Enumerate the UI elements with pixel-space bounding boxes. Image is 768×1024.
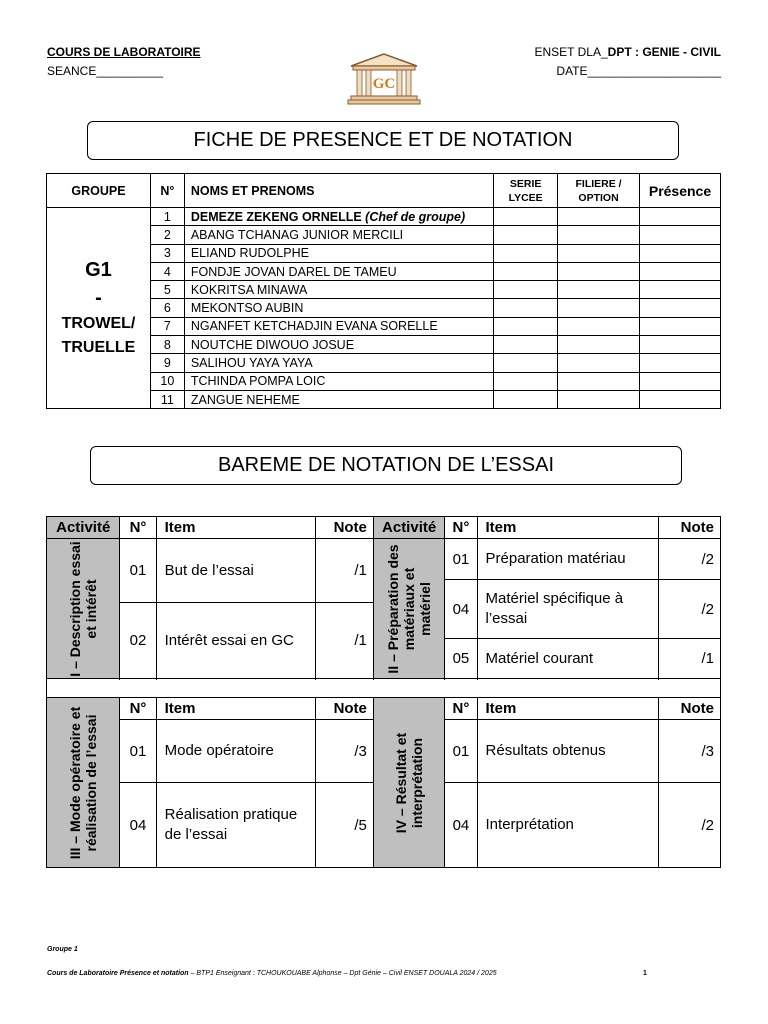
item-label: Réalisation pratique de l’essai	[156, 783, 315, 868]
header-item: Item	[156, 698, 315, 720]
student-name: ZANGUE NEHEME	[184, 390, 493, 408]
activity-description	[47, 539, 120, 679]
item-label: Interprétation	[477, 783, 658, 868]
presence-cell[interactable]	[640, 281, 721, 299]
presence-cell[interactable]	[640, 244, 721, 262]
item-number: 04	[445, 580, 477, 639]
filiere-cell[interactable]	[558, 262, 640, 280]
presence-table	[46, 173, 721, 409]
item-note: /2	[658, 539, 720, 580]
serie-cell[interactable]	[494, 317, 558, 335]
header-num: N°	[120, 517, 156, 539]
header-presence: Présence	[640, 174, 721, 208]
presence-cell[interactable]	[640, 262, 721, 280]
item-note: /1	[658, 639, 720, 679]
filiere-cell[interactable]	[558, 226, 640, 244]
row-number: 7	[150, 317, 184, 335]
presence-cell[interactable]	[640, 354, 721, 372]
course-title: COURS DE LABORATOIRE	[47, 45, 201, 59]
header-note: Note	[658, 517, 720, 539]
row-number: 11	[150, 390, 184, 408]
item-label: But de l’essai	[156, 539, 315, 603]
filiere-cell[interactable]	[558, 317, 640, 335]
row-number: 8	[150, 336, 184, 354]
presence-cell[interactable]	[640, 208, 721, 226]
table-row	[47, 539, 721, 580]
presence-title: FICHE DE PRESENCE ET DE NOTATION	[87, 121, 679, 160]
bareme-title: BAREME DE NOTATION DE L’ESSAI	[90, 446, 682, 485]
item-number: 01	[120, 720, 156, 783]
header-noms: NOMS ET PRENOMS	[184, 174, 493, 208]
item-number: 02	[120, 603, 156, 679]
item-number: 01	[445, 720, 477, 783]
bareme-table	[46, 516, 721, 868]
header-serie-line1: SERIE	[509, 177, 542, 190]
header-item: Item	[477, 517, 658, 539]
item-note: /3	[658, 720, 720, 783]
item-label: Intérêt essai en GC	[156, 603, 315, 679]
bareme-header-row	[47, 517, 721, 539]
header-num: N°	[120, 698, 156, 720]
activity-label: IV – Résultat et interprétation	[393, 732, 426, 833]
header-note: Note	[315, 517, 373, 539]
student-name: TCHINDA POMPA LOIC	[184, 372, 493, 390]
item-note: /2	[658, 580, 720, 639]
serie-cell[interactable]	[494, 226, 558, 244]
group-leader-note: (Chef de groupe)	[365, 209, 466, 224]
item-number: 05	[445, 639, 477, 679]
row-number: 4	[150, 262, 184, 280]
separator-cell	[47, 679, 721, 698]
presence-cell[interactable]	[640, 336, 721, 354]
presence-cell[interactable]	[640, 390, 721, 408]
footer-group: Groupe 1	[47, 946, 78, 953]
serie-cell[interactable]	[494, 262, 558, 280]
header-filiere	[558, 174, 640, 208]
filiere-cell[interactable]	[558, 208, 640, 226]
item-note: /2	[658, 783, 720, 868]
activity-mode-operatoire	[47, 698, 120, 868]
presence-cell[interactable]	[640, 299, 721, 317]
header-serie	[494, 174, 558, 208]
item-number: 01	[120, 539, 156, 603]
student-name-text: DEMEZE ZEKENG ORNELLE	[190, 209, 362, 224]
activity-label: III – Mode opératoire et réalisation de l’essai	[67, 706, 100, 859]
activity-resultat	[373, 698, 444, 868]
activity-label: II – Préparation des matériaux et matériel	[385, 543, 434, 674]
school-name: ENSET DLA_	[534, 45, 608, 59]
row-number: 2	[150, 226, 184, 244]
row-number: 5	[150, 281, 184, 299]
header-item: Item	[156, 517, 315, 539]
presence-cell[interactable]	[640, 317, 721, 335]
filiere-cell[interactable]	[558, 244, 640, 262]
filiere-cell[interactable]	[558, 354, 640, 372]
serie-cell[interactable]	[494, 390, 558, 408]
row-number: 1	[150, 208, 184, 226]
item-label: Mode opératoire	[156, 720, 315, 783]
item-number: 04	[120, 783, 156, 868]
item-note: /3	[315, 720, 373, 783]
header-filiere-line1: FILIERE /	[575, 177, 622, 190]
item-label: Résultats obtenus	[477, 720, 658, 783]
footer-course-details: – BTP1 Enseignant : TCHOUKOUABE Alphonse – Dpt Génie – Civil ENSET DOUALA 2024 / 2025	[188, 970, 497, 977]
row-number: 6	[150, 299, 184, 317]
date-field: DATE____________________	[556, 64, 721, 78]
header-note: Note	[658, 698, 720, 720]
item-number: 01	[445, 539, 477, 580]
row-number: 10	[150, 372, 184, 390]
department-name: DPT : GENIE - CIVIL	[607, 45, 721, 59]
filiere-cell[interactable]	[558, 336, 640, 354]
serie-cell[interactable]	[494, 372, 558, 390]
svg-text:GC: GC	[372, 76, 396, 92]
student-name: MEKONTSO AUBIN	[184, 299, 493, 317]
page-number: 1	[643, 970, 647, 977]
filiere-cell[interactable]	[558, 281, 640, 299]
item-number: 04	[445, 783, 477, 868]
serie-cell[interactable]	[494, 208, 558, 226]
table-row	[47, 698, 721, 720]
item-label: Matériel courant	[477, 639, 658, 679]
filiere-cell[interactable]	[558, 390, 640, 408]
group-code: G1	[85, 259, 112, 282]
header-note: Note	[315, 698, 373, 720]
temple-logo-icon	[347, 52, 421, 106]
serie-cell[interactable]	[494, 354, 558, 372]
student-name: ELIAND RUDOLPHE	[184, 244, 493, 262]
item-label: Préparation matériau	[477, 539, 658, 580]
footer-course-title: Cours de Laboratoire Présence et notation	[47, 970, 189, 977]
student-name: KOKRITSA MINAWA	[184, 281, 493, 299]
header-activite: Activité	[373, 517, 444, 539]
header-groupe: GROUPE	[47, 174, 151, 208]
header-num: N°	[445, 698, 477, 720]
student-name: SALIHOU YAYA YAYA	[184, 354, 493, 372]
header-serie-line2: LYCEE	[508, 191, 543, 204]
filiere-cell[interactable]	[558, 299, 640, 317]
header-filiere-line2: OPTION	[578, 191, 619, 204]
row-number: 3	[150, 244, 184, 262]
group-dash: -	[95, 287, 102, 310]
header-num: N°	[150, 174, 184, 208]
student-name: NOUTCHE DIWOUO JOSUE	[184, 336, 493, 354]
group-name-fr: TRUELLE	[61, 339, 136, 357]
presence-header-row	[47, 174, 721, 208]
separator-row	[47, 679, 721, 698]
seance-field: SEANCE__________	[47, 64, 164, 78]
item-note: /1	[315, 603, 373, 679]
student-name: FONDJE JOVAN DAREL DE TAMEU	[184, 262, 493, 280]
item-note: /5	[315, 783, 373, 868]
item-label: Matériel spécifique à l’essai	[477, 580, 658, 639]
serie-cell[interactable]	[494, 336, 558, 354]
student-name: NGANFET KETCHADJIN EVANA SORELLE	[184, 317, 493, 335]
school-department	[535, 45, 722, 59]
header-activite: Activité	[47, 517, 120, 539]
footer-course	[47, 970, 647, 977]
presence-cell[interactable]	[640, 226, 721, 244]
item-note: /1	[315, 539, 373, 603]
presence-cell[interactable]	[640, 372, 721, 390]
group-name-en: TROWEL/	[61, 315, 136, 333]
student-name	[184, 208, 493, 226]
serie-cell[interactable]	[494, 299, 558, 317]
serie-cell[interactable]	[494, 244, 558, 262]
activity-label: I – Description essai et intérêt	[67, 540, 100, 677]
header-item: Item	[477, 698, 658, 720]
filiere-cell[interactable]	[558, 372, 640, 390]
student-name: ABANG TCHANAG JUNIOR MERCILI	[184, 226, 493, 244]
gc-logo	[347, 52, 421, 106]
serie-cell[interactable]	[494, 281, 558, 299]
group-cell	[47, 208, 151, 409]
activity-preparation	[373, 539, 444, 679]
header-num: N°	[445, 517, 477, 539]
row-number: 9	[150, 354, 184, 372]
table-row	[47, 208, 721, 226]
